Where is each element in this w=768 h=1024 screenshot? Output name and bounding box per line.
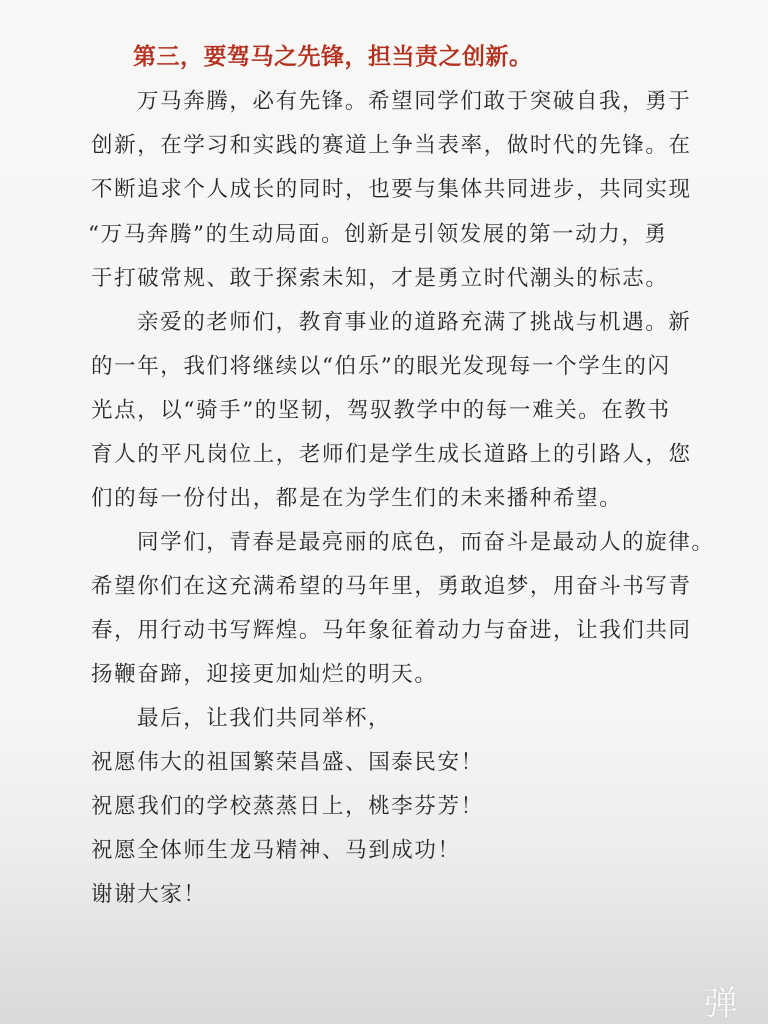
paragraph-line: 同学们，青春是最亮丽的底色，而奋斗是最动人的旋律。 xyxy=(137,530,715,555)
paragraph-line: 亲爱的老师们，教育事业的道路充满了挑战与机遇。新 xyxy=(137,310,692,335)
paragraph-line: “万马奔腾”的生动局面。创新是引领发展的第一动力，勇 xyxy=(88,222,668,247)
paragraph-line: 希望你们在这充满希望的马年里，勇敢追梦，用奋斗书写青 xyxy=(91,574,692,599)
danmaku-icon[interactable]: 弹 xyxy=(704,984,738,1024)
paragraph-line: 育人的平凡岗位上，老师们是学生成长道路上的引路人，您 xyxy=(91,442,692,467)
paragraph-line: 创新，在学习和实践的赛道上争当表率，做时代的先锋。在 xyxy=(91,133,692,158)
paragraph-line: 扬鞭奋蹄，迎接更加灿烂的明天。 xyxy=(91,662,438,687)
paragraph-line: 祝愿我们的学校蒸蒸日上，桃李芬芳！ xyxy=(91,794,484,819)
paragraph-line: 不断追求个人成长的同时，也要与集体共同进步，共同实现 xyxy=(91,177,692,202)
paragraph-line: 祝愿伟大的祖国繁荣昌盛、国泰民安！ xyxy=(91,750,484,775)
paragraph-line: 最后，让我们共同举杯， xyxy=(137,706,392,731)
paragraph-line: 祝愿全体师生龙马精神、马到成功！ xyxy=(91,838,461,863)
paragraph-line: 万马奔腾，必有先锋。希望同学们敢于突破自我，勇于 xyxy=(137,89,692,114)
paragraph-line: 春，用行动书写辉煌。马年象征着动力与奋进，让我们共同 xyxy=(91,618,692,643)
paragraph-line: 们的每一份付出，都是在为学生们的未来播种希望。 xyxy=(91,486,623,511)
paragraph-line: 光点，以“骑手”的坚韧，驾驭教学中的每一难关。在教书 xyxy=(91,398,671,423)
paragraph-line: 谢谢大家！ xyxy=(91,882,207,907)
paragraph-line: 于打破常规、敢于探索未知，才是勇立时代潮头的标志。 xyxy=(91,266,669,291)
paragraph-line: 的一年，我们将继续以“伯乐”的眼光发现每一个学生的闪 xyxy=(91,354,671,379)
section-heading: 第三，要驾马之先锋，担当责之创新。 xyxy=(133,44,533,70)
